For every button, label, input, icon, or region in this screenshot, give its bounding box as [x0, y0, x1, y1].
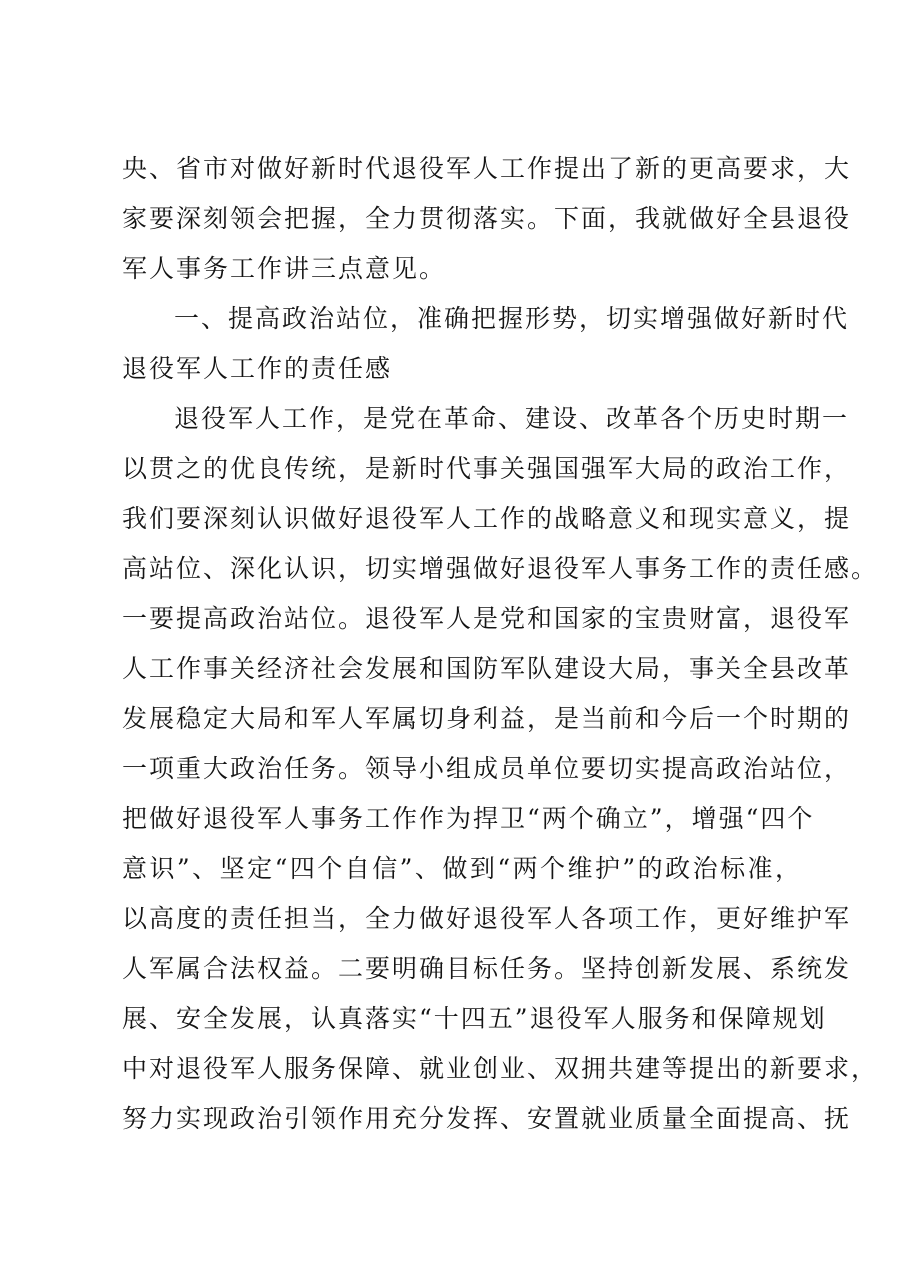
text-line: 一项重大政治任务。领导小组成员单位要切实提高政治站位， [122, 754, 852, 783]
text-line: 努力实现政治引领作用充分发挥、安置就业质量全面提高、抚 [122, 1104, 852, 1133]
text-line: 退役军人工作，是党在革命、建设、改革各个历史时期一 [174, 404, 850, 433]
text-line: 人军属合法权益。二要明确目标任务。坚持创新发展、系统发 [122, 954, 852, 983]
text-line: 家要深刻领会把握，全力贯彻落实。下面，我就做好全县退役 [122, 204, 852, 233]
text-line: 一要提高政治站位。退役军人是党和国家的宝贵财富，退役军 [122, 604, 852, 633]
text-line: 央、省市对做好新时代退役军人工作提出了新的更高要求，大 [122, 154, 852, 183]
text-line: 中对退役军人服务保障、就业创业、双拥共建等提出的新要求， [122, 1054, 879, 1083]
section-heading-line: 退役军人工作的责任感 [122, 354, 393, 383]
section-heading-line: 一、提高政治站位，准确把握形势，切实增强做好新时代 [174, 304, 850, 333]
text-line: 我们要深刻认识做好退役军人工作的战略意义和现实意义，提 [122, 504, 852, 533]
text-line: 发展稳定大局和军人军属切身利益，是当前和今后一个时期的 [122, 704, 852, 733]
text-line: 人工作事关经济社会发展和国防军队建设大局，事关全县改革 [122, 654, 852, 683]
text-line: 高站位、深化认识，切实增强做好退役军人事务工作的责任感。 [122, 554, 879, 583]
text-line: 以高度的责任担当，全力做好退役军人各项工作，更好维护军 [122, 904, 852, 933]
text-line: 意识”、坚定“四个自信”、做到“两个维护”的政治标准， [122, 854, 802, 883]
document-body [122, 144, 879, 1144]
text-line: 军人事务工作讲三点意见。 [122, 254, 447, 283]
text-line: 把做好退役军人事务工作作为捍卫“两个确立”，增强“四个 [122, 804, 815, 833]
text-line: 展、安全发展，认真落实“十四五”退役军人服务和保障规划 [122, 1004, 827, 1033]
text-line: 以贯之的优良传统，是新时代事关强国强军大局的政治工作， [122, 454, 852, 483]
